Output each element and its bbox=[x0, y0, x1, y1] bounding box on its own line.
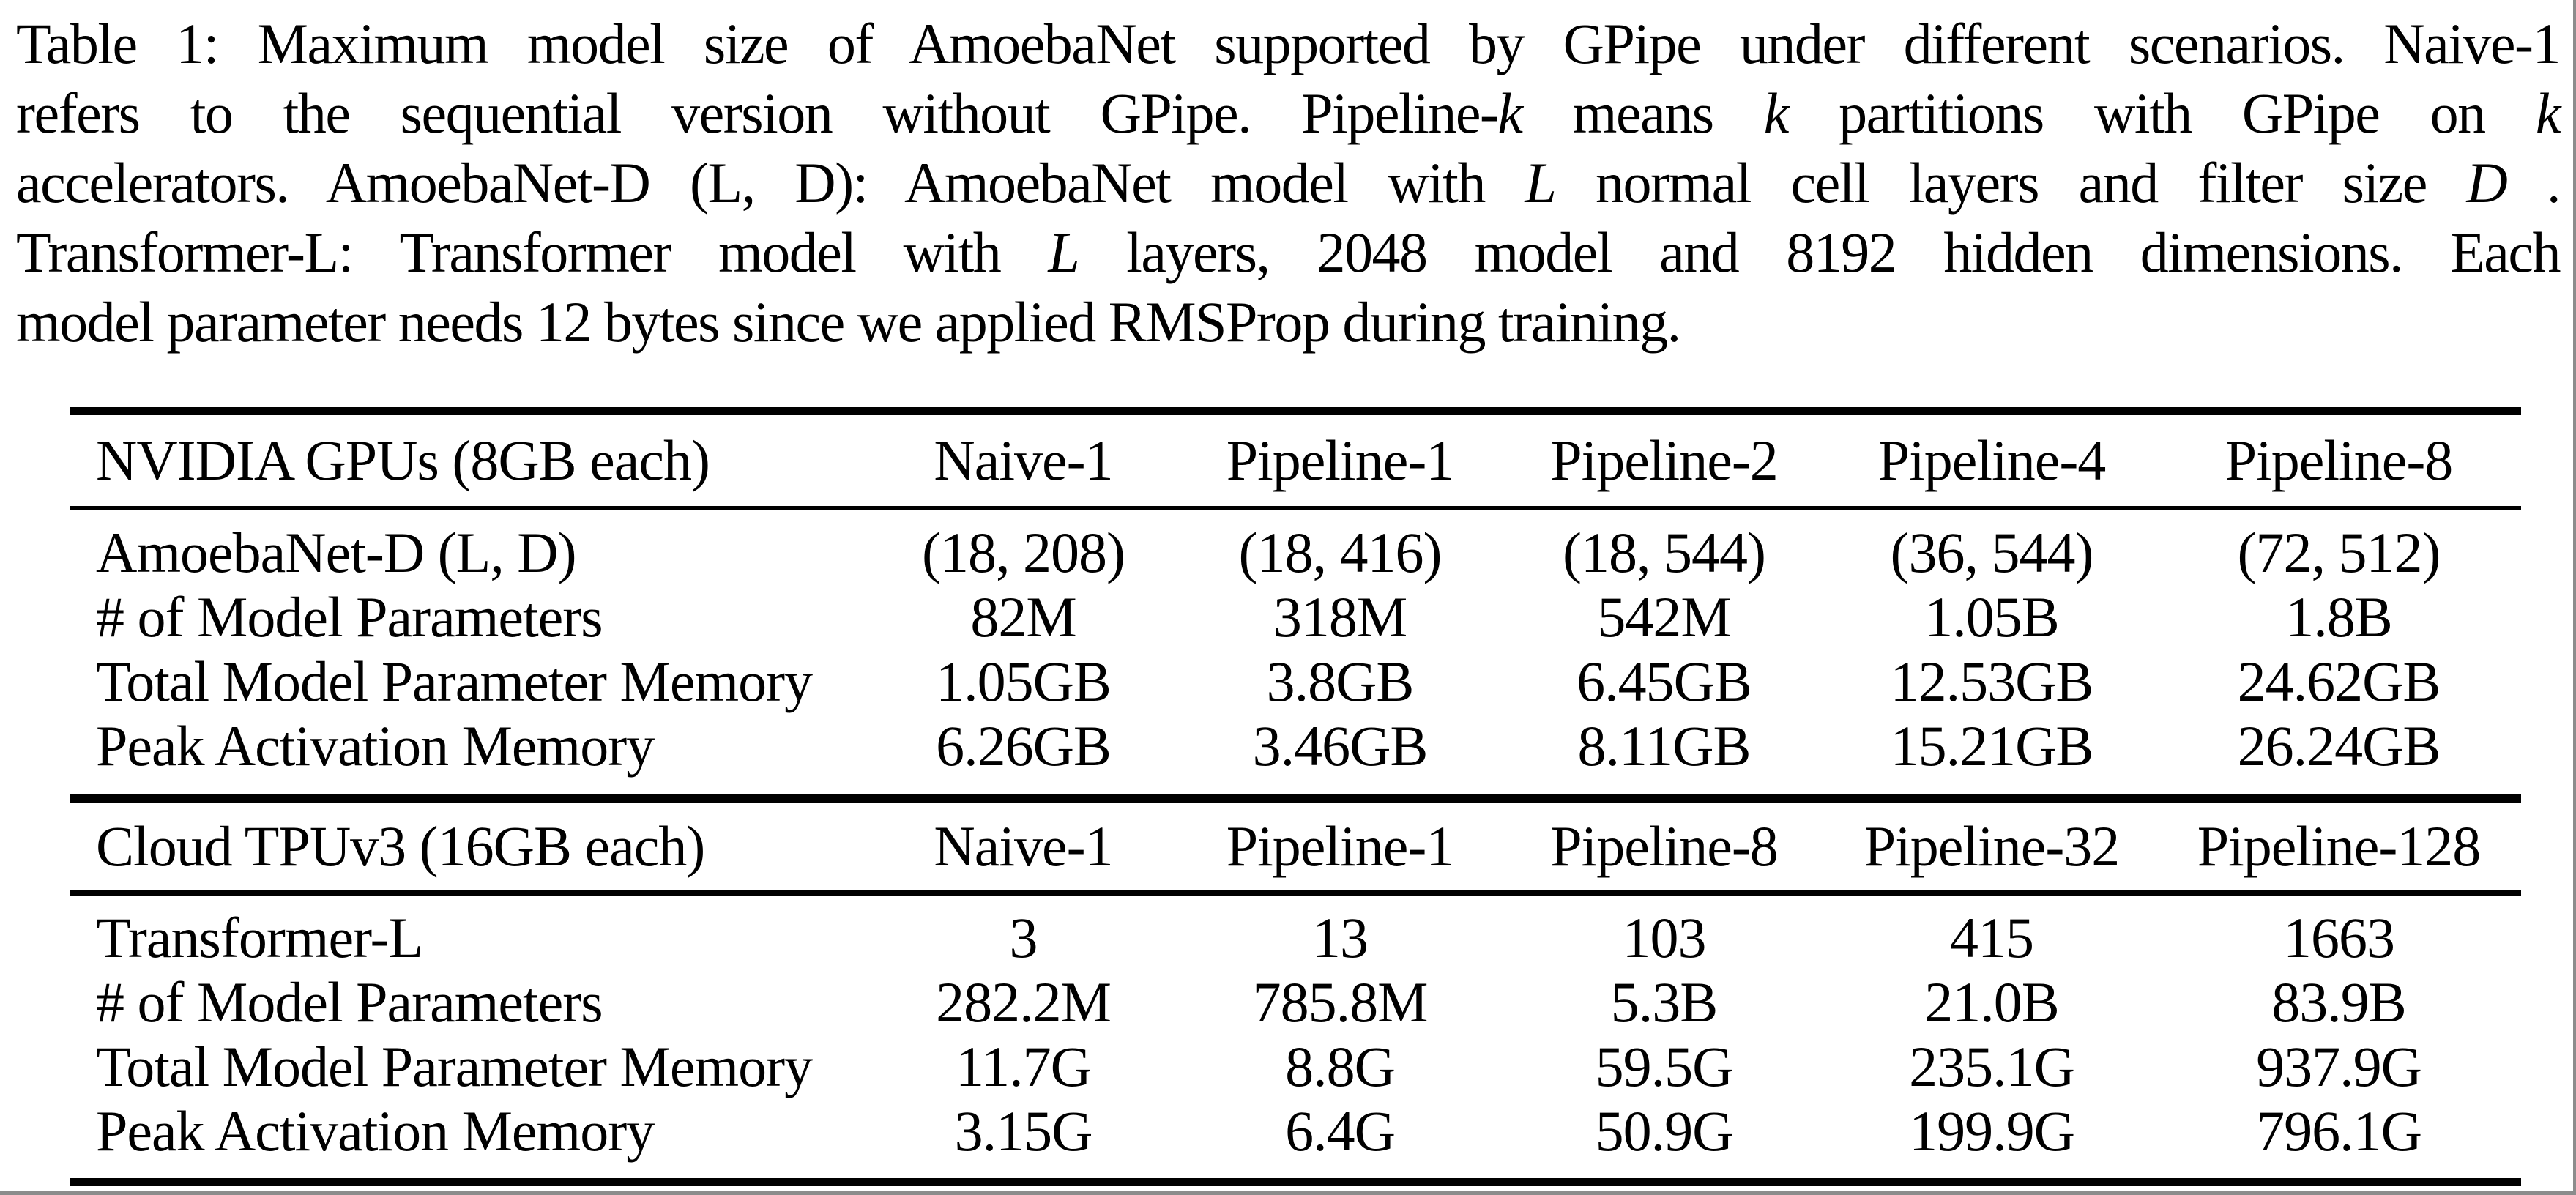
section-tpu-header-row bbox=[70, 803, 2521, 890]
cell-value: (36, 544) bbox=[1890, 521, 2093, 584]
cell-value: (18, 544) bbox=[1563, 521, 1765, 584]
math-var-L: L bbox=[1048, 220, 1079, 284]
table-row-gpu-params bbox=[70, 585, 2521, 649]
cell-value: 5.3B bbox=[1610, 970, 1718, 1034]
caption-line-1 bbox=[16, 9, 2560, 78]
cell-value: 103 bbox=[1622, 906, 1706, 969]
cell-value: 1663 bbox=[2283, 906, 2394, 969]
table-bottom-rule bbox=[70, 1178, 2521, 1186]
row-label: Total Model Parameter Memory bbox=[96, 1035, 813, 1098]
cell-value: 235.1G bbox=[1909, 1035, 2074, 1098]
cell-value: 21.0B bbox=[1924, 970, 2059, 1034]
table-row-tpu-params bbox=[70, 970, 2521, 1035]
caption-text: Transformer-L: Transformer model with bbox=[16, 220, 1049, 284]
column-header: Pipeline-1 bbox=[1226, 814, 1454, 878]
cell-value: 3.46GB bbox=[1252, 714, 1428, 778]
cell-value: 6.45GB bbox=[1577, 649, 1752, 713]
row-label: Peak Activation Memory bbox=[96, 714, 655, 778]
caption-text: refers to the sequential version without GPipe. Pipeline- bbox=[16, 81, 1498, 145]
spacer bbox=[70, 510, 2521, 521]
table-row-amoebanet bbox=[70, 521, 2521, 585]
math-var-k: k bbox=[1763, 81, 1788, 145]
row-label: Transformer-L bbox=[96, 906, 423, 969]
caption-text: Table 1: Maximum model size of AmoebaNet supported by GPipe under different scenarios. Naive-1 bbox=[16, 12, 2560, 75]
cell-value: 24.62GB bbox=[2237, 649, 2441, 713]
caption-line-5 bbox=[16, 287, 2560, 357]
cell-value: 937.9G bbox=[2256, 1035, 2421, 1098]
column-header: Pipeline-4 bbox=[1877, 428, 2106, 492]
cell-value: 3.8GB bbox=[1266, 649, 1414, 713]
caption-line-4 bbox=[16, 217, 2560, 287]
caption-text: accelerators. AmoebaNet-D (L, D): AmoebaNet model with bbox=[16, 151, 1525, 215]
math-var-D: D bbox=[2466, 151, 2507, 215]
cell-value: 282.2M bbox=[936, 970, 1111, 1034]
cell-value: 1.8B bbox=[2285, 585, 2392, 649]
cell-value: 1.05B bbox=[1924, 585, 2059, 649]
caption-line-3 bbox=[16, 148, 2560, 217]
cell-value: 82M bbox=[970, 585, 1076, 649]
column-header: Pipeline-32 bbox=[1864, 814, 2120, 878]
cell-value: 1.05GB bbox=[936, 649, 1111, 713]
table-top-rule bbox=[70, 407, 2521, 415]
table-row-tpu-param-memory bbox=[70, 1035, 2521, 1099]
caption-text: partitions with GPipe on bbox=[1787, 81, 2536, 145]
row-label: # of Model Parameters bbox=[96, 585, 603, 649]
results-table bbox=[70, 407, 2521, 1186]
caption-text: normal cell layers and filter size bbox=[1555, 151, 2467, 215]
column-header: Pipeline-8 bbox=[2225, 428, 2453, 492]
cell-value: 6.26GB bbox=[936, 714, 1111, 778]
cell-value: (72, 512) bbox=[2237, 521, 2441, 584]
section-gpu-header-row bbox=[70, 415, 2521, 506]
row-label: AmoebaNet-D (L, D) bbox=[96, 521, 576, 584]
row-label: Peak Activation Memory bbox=[96, 1099, 655, 1163]
cell-value: 15.21GB bbox=[1890, 714, 2093, 778]
cell-value: 13 bbox=[1312, 906, 1368, 969]
cell-value: 6.4G bbox=[1285, 1099, 1395, 1163]
cell-value: 59.5G bbox=[1595, 1035, 1733, 1098]
cell-value: 8.11GB bbox=[1577, 714, 1751, 778]
cell-value: 26.24GB bbox=[2237, 714, 2441, 778]
row-label: # of Model Parameters bbox=[96, 970, 603, 1034]
table-row-transformer bbox=[70, 906, 2521, 970]
table-caption bbox=[16, 9, 2560, 357]
cell-value: 199.9G bbox=[1909, 1099, 2074, 1163]
row-label: Total Model Parameter Memory bbox=[96, 649, 813, 713]
cell-value: 318M bbox=[1273, 585, 1407, 649]
header-separator-rule bbox=[70, 890, 2521, 896]
column-header: Naive-1 bbox=[934, 814, 1113, 878]
column-header: Pipeline-1 bbox=[1226, 428, 1454, 492]
section-separator-rule bbox=[70, 794, 2521, 803]
cell-value: 83.9B bbox=[2271, 970, 2406, 1034]
math-var-k: k bbox=[1497, 81, 1522, 145]
cell-value: 11.7G bbox=[956, 1035, 1091, 1098]
cell-value: 785.8M bbox=[1252, 970, 1428, 1034]
spacer bbox=[70, 1164, 2521, 1178]
table-row-gpu-activation-memory bbox=[70, 714, 2521, 778]
section-gpu-header-label: NVIDIA GPUs (8GB each) bbox=[96, 428, 710, 492]
cell-value: (18, 416) bbox=[1238, 521, 1442, 584]
math-var-k: k bbox=[2535, 81, 2561, 145]
column-header: Pipeline-2 bbox=[1550, 428, 1778, 492]
column-header: Pipeline-8 bbox=[1550, 814, 1778, 878]
cell-value: 8.8G bbox=[1285, 1035, 1395, 1098]
column-header: Naive-1 bbox=[934, 428, 1113, 492]
cell-value: 3 bbox=[1009, 906, 1038, 969]
cell-value: 50.9G bbox=[1595, 1099, 1733, 1163]
caption-text: . bbox=[2506, 151, 2560, 215]
cell-value: 12.53GB bbox=[1890, 649, 2093, 713]
table-row-gpu-param-memory bbox=[70, 649, 2521, 714]
column-header: Pipeline-128 bbox=[2197, 814, 2481, 878]
section-tpu-header-label: Cloud TPUv3 (16GB each) bbox=[96, 814, 705, 878]
math-var-L: L bbox=[1525, 151, 1556, 215]
cell-value: 542M bbox=[1597, 585, 1731, 649]
caption-text: model parameter needs 12 bytes since we applied RMSProp during training. bbox=[16, 290, 1680, 354]
cell-value: 796.1G bbox=[2256, 1099, 2421, 1163]
caption-line-2 bbox=[16, 78, 2560, 148]
cell-value: 3.15G bbox=[954, 1099, 1092, 1163]
spacer bbox=[70, 778, 2521, 794]
caption-text: means bbox=[1522, 81, 1764, 145]
cell-value: (18, 208) bbox=[922, 521, 1125, 584]
table-row-tpu-activation-memory bbox=[70, 1099, 2521, 1164]
cell-value: 415 bbox=[1950, 906, 2033, 969]
spacer bbox=[70, 896, 2521, 906]
caption-text: layers, 2048 model and 8192 hidden dimensions. Each bbox=[1079, 220, 2560, 284]
